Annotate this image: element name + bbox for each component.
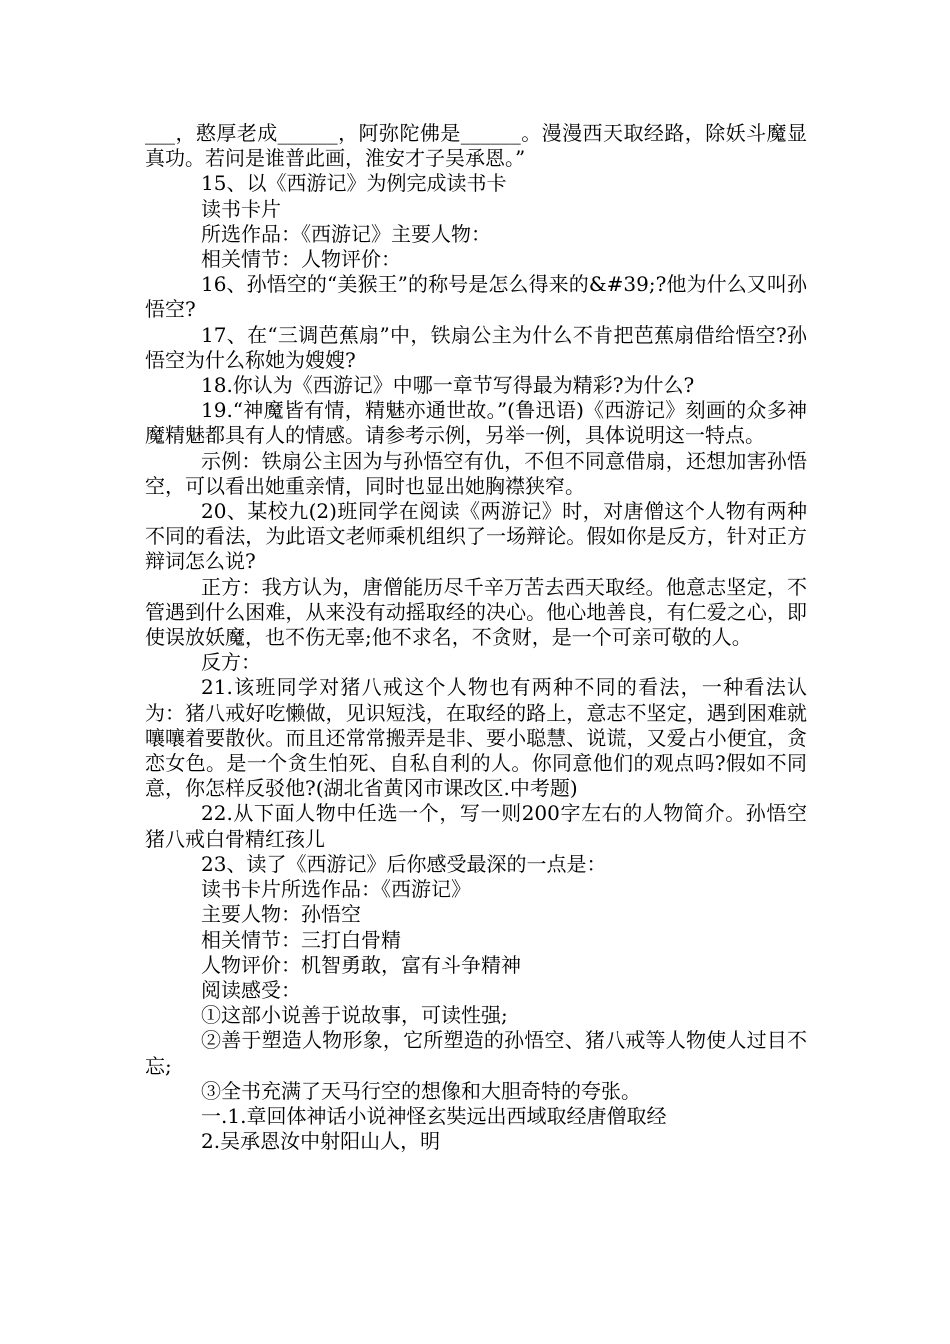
paragraph-5: 相关情节：人物评价： (201, 247, 401, 272)
paragraph-26: 2.吴承恩汝中射阳山人，明 (201, 1129, 441, 1154)
paragraph-23: ②善于塑造人物形象，它所塑造的孙悟空、猪八戒等人物使人过目不忘; (145, 1028, 807, 1078)
paragraph-15: 22.从下面人物中任选一个，写一则200字左右的人物简介。孙悟空猪八戒白骨精红孩儿 (145, 801, 807, 851)
paragraph-21: 阅读感受： (201, 977, 301, 1002)
paragraph-8: 18.你认为《西游记》中哪一章节写得最为精彩?为什么? (201, 373, 695, 398)
paragraph-11: 20、某校九(2)班同学在阅读《两游记》时，对唐僧这个人物有两种不同的看法，为此语文老师乘机组织了一场辩论。假如你是反方，针对正方辩词怎么说? (145, 499, 807, 574)
paragraph-19: 相关情节：三打白骨精 (201, 927, 401, 952)
paragraph-18: 主要人物：孙悟空 (201, 902, 361, 927)
paragraph-3: 读书卡片 (201, 196, 281, 221)
paragraph-7: 17、在“三调芭蕉扇”中，铁扇公主为什么不肯把芭蕉扇借给悟空?孙悟空为什么称她为嫂嫂? (145, 322, 807, 372)
paragraph-12: 正方：我方认为，唐僧能历尽千辛万苦去西天取经。他意志坚定，不管遇到什么困难，从来没有动摇取经的决心。他心地善良，有仁爱之心，即使误放妖魔，也不伤无辜;他不求名，不贪财，是一个可亲可敬的人。 (145, 574, 807, 650)
paragraph-6: 16、孙悟空的“美猴王”的称号是怎么得来的&#39;?他为什么又叫孙悟空? (145, 272, 807, 322)
paragraph-24: ③全书充满了天马行空的想像和大胆奇特的夸张。 (201, 1078, 641, 1103)
paragraph-17: 读书卡片所选作品：《西游记》 (201, 877, 471, 902)
paragraph-13: 反方： (201, 650, 261, 675)
paragraph-16: 23、读了《西游记》后你感受最深的一点是： (201, 851, 607, 876)
paragraph-22: ①这部小说善于说故事，可读性强; (201, 1003, 508, 1028)
paragraph-9: 19.“神魔皆有情，精魅亦通世故。”(鲁迅语)《西游记》刻画的众多神魔精魅都具有人的情感。请参考示例，另举一例，具体说明这一特点。 (145, 398, 807, 448)
paragraph-2: 15、以《西游记》为例完成读书卡 (201, 171, 507, 196)
paragraph-10: 示例：铁扇公主因为与孙悟空有仇，不但不同意借扇，还想加害孙悟空，可以看出她重亲情，同时也显出她胸襟狭窄。 (145, 448, 807, 498)
paragraph-25: 一.1.章回体神话小说神怪玄奘远出西域取经唐僧取经 (201, 1103, 667, 1128)
paragraph-4: 所选作品：《西游记》主要人物： (201, 221, 491, 246)
paragraph-1: ___，憨厚老成______，阿弥陀佛是______。漫漫西天取经路，除妖斗魔显真功。若问是谁普此画，淮安才子吴承恩。” (145, 121, 807, 171)
paragraph-14: 21.该班同学对猪八戒这个人物也有两种不同的看法，一种看法认为：猪八戒好吃懒做，见识短浅，在取经的路上，意志不坚定，遇到困难就嚷嚷着要散伙。而且还常常搬弄是非、要小聪慧、说谎，又爱占小便宜，贪恋女色。是一个贪生怕死、自私自利的人。你同意他们的观点吗?假如不同意，你怎样反驳他?(湖北省黄冈市课改区.中考题) (145, 675, 807, 801)
paragraph-20: 人物评价：机智勇敢，富有斗争精神 (201, 952, 521, 977)
